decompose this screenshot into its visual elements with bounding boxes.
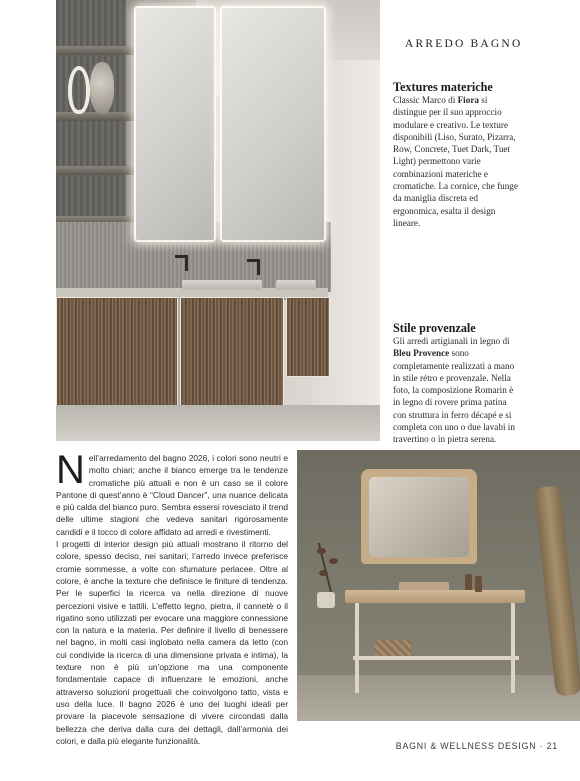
caption-brand: Fiora <box>457 95 479 105</box>
photo-leaf <box>317 548 326 554</box>
photo-faucet <box>257 259 260 275</box>
caption-text: sono completamente realizzati a mano in stile rétro e provenzale. Nella foto, la composizione Romarin è in legno di rovere prima patina con struttura in ferro décapé e si completa con uno o due lavabi in travertino o in pietra serena. <box>393 348 515 445</box>
photo-floor <box>56 405 380 441</box>
caption-body <box>393 335 519 446</box>
photo-vanity-top <box>345 590 525 603</box>
photo-basin <box>276 280 316 290</box>
photo-basin <box>182 280 262 290</box>
caption-title: Textures materiche <box>393 80 493 94</box>
paragraph-text: ell’arredamento del bagno 2026, i colori sono neutri e molto chiari; anche il bianco emerge tra le tendenze cromatiche più attuali e non è un caso se il colore Pantone di quest’anno è “Cloud Dancer”, una nuance delicata e più calda del bianco puro. Sembra essersi rovesciato il trend delle ultime stagioni che vedeva sanitari rigorosamente candidi e il tocco di colore affidato ad arredi e rivestimenti. <box>56 453 288 537</box>
article-paragraph <box>56 448 288 538</box>
article-paragraph: I progetti di interior design più attuali mostrano il ritorno del colore, spesso deciso, nei sanitari; l’arredo invece preferisce cromie sommesse, a volte con sfumature perlacee. Oltre al colore, è anche la texture che definisce le finiture di tendenza. Per le superfici la ricerca va nella direzione di nuove percezioni visive e tattili. L’effetto legno, pietra, il cannetè o il rigatino sono utilizzati per evocare una maggiore connessione con la natura e la materia. Per definire il livello di benessere nel bagno, in molti casi inglobato nella camera da letto (con cui condivide la ricerca di una dimensione privata e intima), la texture non è più un’opzione ma una componente fondamentale capace di influenzare le emozioni, anche attraverso soluzioni progettuali che coinvolgono tatto, vista e uso della luce. Il bagno 2026 è uno dei luoghi ideali per provare la piacevole sensazione di vivere circondati dalla bellezza che deriva dalla cura dei dettagli, dall’armonia dei colori, e dalla più elegante funzionalità. <box>56 539 288 746</box>
section-header: ARREDO BAGNO <box>405 38 523 50</box>
photo-cabinet <box>180 297 284 412</box>
caption-text: Classic Marco di <box>393 95 458 105</box>
page-footer: BAGNI & WELLNESS DESIGN · 21 <box>395 741 558 751</box>
caption-body <box>393 94 519 229</box>
photo-bottle <box>475 576 482 592</box>
photo-cabinet <box>286 297 330 377</box>
photo-bottle <box>465 574 472 590</box>
caption-provenzale <box>393 321 519 446</box>
photo-faucet <box>185 255 188 271</box>
photo-provencal-vanity <box>297 450 580 721</box>
photo-mirror <box>361 469 477 564</box>
photo-vase <box>90 62 114 114</box>
photo-basket <box>375 640 411 656</box>
article-body <box>56 448 288 747</box>
photo-shelf <box>353 656 519 660</box>
photo-mirror <box>134 6 216 242</box>
photo-vase <box>68 66 90 114</box>
photo-leaf <box>329 558 338 564</box>
photo-cabinet <box>56 297 178 412</box>
photo-ladder <box>534 485 580 697</box>
photo-floor <box>297 675 580 721</box>
caption-brand: Bleu Provence <box>393 348 450 359</box>
photo-modern-bathroom <box>56 0 380 441</box>
caption-text: Gli arredi artigianali in legno di <box>393 336 510 346</box>
photo-pot <box>317 592 335 608</box>
caption-text: si distingue per il suo approccio modulare e creativo. Le texture disponibili (Liso, Surato, Pizarra, Row, Concrete, Tuet Dark, Tuet Light) permettono varie combinazioni materiche e cromatiche. La cornice, che funge da maniglia discreta ed ergonomica, esalta il design lineare. <box>393 95 518 228</box>
photo-mirror <box>220 6 326 242</box>
caption-title: Stile provenzale <box>393 321 476 335</box>
photo-leaf <box>319 570 328 576</box>
caption-textures <box>393 80 519 229</box>
photo-leg <box>355 603 359 693</box>
photo-leg <box>511 603 515 693</box>
photo-mirror-glass <box>369 477 469 557</box>
drop-cap: N <box>56 448 85 492</box>
